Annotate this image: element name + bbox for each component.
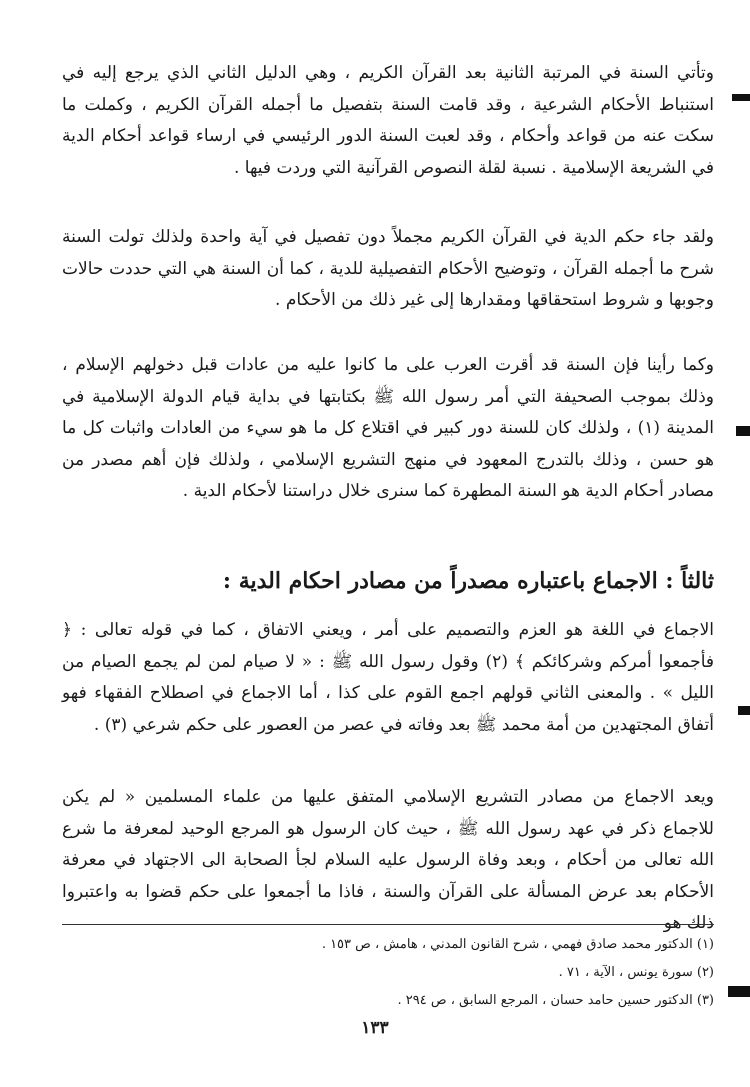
paragraph-sunnah-rank: وتأتي السنة في المرتبة الثانية بعد القرآن الكريم ، وهي الدليل الثاني الذي يرجع إليه في استنباط الأحكام الشرعية ، وقد قامت السنة بتفصيل ما أجمله القرآن الكريم ، وكملت ما سكت عنه من قواعد وأحكام ، وقد لعبت السنة الدور الرئيسي في ارساء قواعد أحكام الدية في الشريعة الإسلامية . نسبة لقلة النصوص القرآنية التي وردت فيها . <box>62 63 714 178</box>
footnote-3: (٣) الدكتور حسين حامد حسان ، المرجع السابق ، ص ٢٩٤ . <box>397 993 714 1008</box>
footnote-2: (٢) سورة يونس ، الآية ، ٧١ . <box>558 965 714 980</box>
scan-edge-mark <box>732 94 750 101</box>
paragraph-ijma-sources: ويعد الاجماع من مصادر التشريع الإسلامي المتفق عليها من علماء المسلمين « لم يكن للاجماع ذكر في عهد رسول الله ﷺ ، حيث كان الرسول هو المرجع الوحيد لمعرفة ما شرع الله تعالى من أحكام ، وبعد وفاة الرسول عليه السلام لجأ الصحابة الى الاجتهاد في معرفة الأحكام بعد عرض المسألة على القرآن والسنة ، فاذا ما أجمعوا على حكم قضوا به واعتبروا ذلك هو <box>62 787 714 933</box>
scan-edge-mark <box>736 426 750 436</box>
footnote-1: (١) الدكتور محمد صادق فهمي ، شرح القانون المدني ، هامش ، ص ١٥٣ . <box>321 937 714 952</box>
paragraph-arab-customs: وكما رأينا فإن السنة قد أقرت العرب على ما كانوا عليه من عادات قبل دخولهم الإسلام ، وذلك بموجب الصحيفة التي أمر رسول الله ﷺ بكتابتها في بداية قيام الدولة الإسلامية في المدينة (١) ، ولذلك كان للسنة دور كبير في اقتلاع كل ما هو سيء من العادات واثبات كل ما هو حسن ، وذلك بالتدرج المعهود في منهج التشريع الإسلامي ، ولذلك فإن أهم مصدر من مصادر أحكام الدية هو السنة المطهرة كما سنرى خلال دراستنا لأحكام الدية . <box>62 355 714 501</box>
paragraph-quran-diya: ولقد جاء حكم الدية في القرآن الكريم مجملاً دون تفصيل في آية واحدة ولذلك تولت السنة شرح ما أجمله القرآن ، وتوضيح الأحكام التفصيلية للدية ، كما أن السنة هي التي حددت حالات وجوبها و شروط استحقاقها ومقدارها إلى غير ذلك من الأحكام . <box>62 227 714 310</box>
footnote-divider <box>62 924 714 925</box>
footnotes <box>62 931 714 1015</box>
scan-edge-mark <box>728 986 750 997</box>
page-number: ١٣٣ <box>361 1018 389 1038</box>
paragraph-ijma-definition: الاجماع في اللغة هو العزم والتصميم على أمر ، ويعني الاتفاق ، كما في قوله تعالى : ﴿ فأجمعوا أمركم وشركائكم ﴾ (٢) وقول رسول الله ﷺ : « لا صيام لمن لم يجمع الصيام من الليل » . والمعنى الثاني قولهم اجمع القوم على كذا ، أما الاجماع في اصطلاح الفقهاء فهو أتفاق المجتهدين من أمة محمد ﷺ بعد وفاته في عصر من العصور على حكم شرعي (٣) . <box>62 620 714 735</box>
section-heading-ijma: ثالثاً : الاجماع باعتباره مصدراً من مصادر احكام الدية : <box>222 568 714 594</box>
scan-edge-mark <box>738 706 750 715</box>
